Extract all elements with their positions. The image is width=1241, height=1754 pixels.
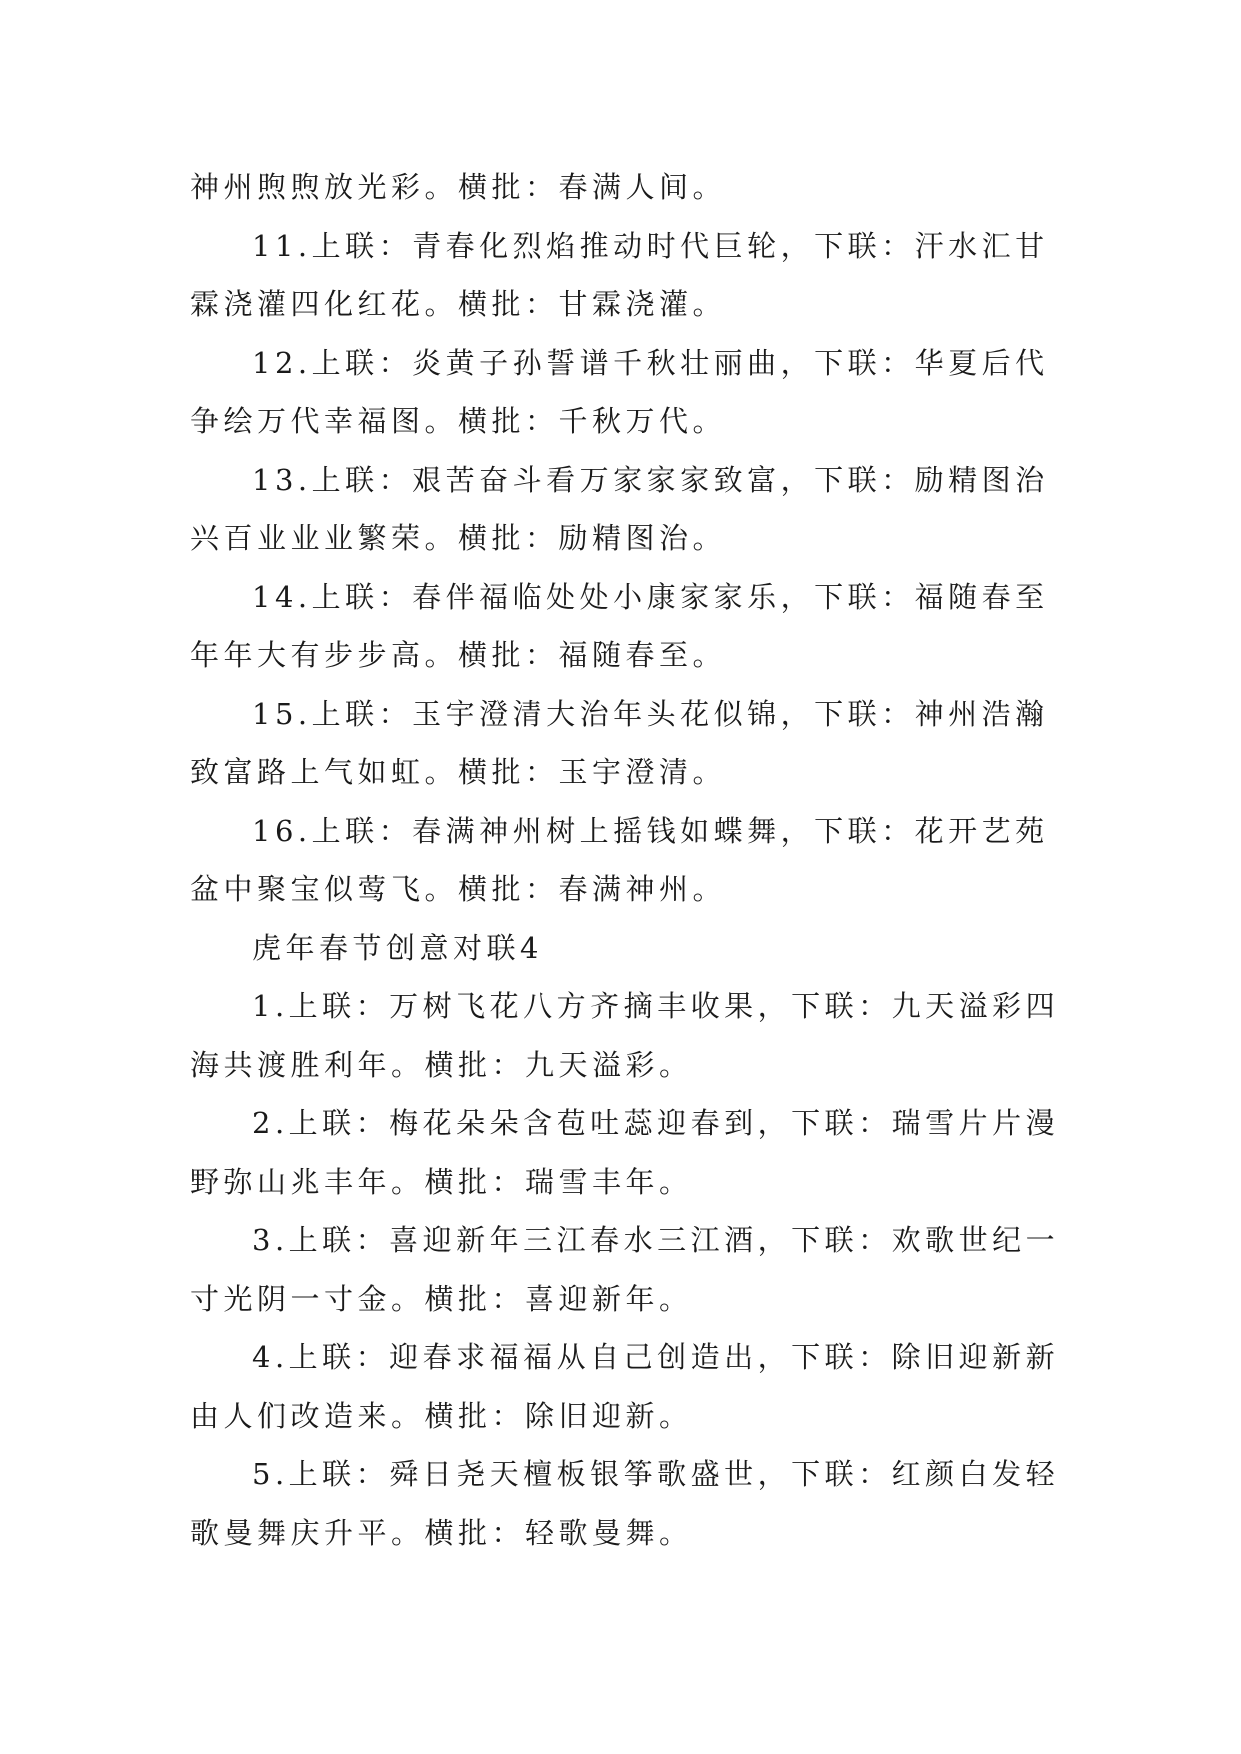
text-line: 争绘万代幸福图。横批：千秋万代。: [190, 404, 727, 438]
section-heading: 虎年春节创意对联4: [252, 930, 543, 965]
text-line: 神州煦煦放光彩。横批：春满人间。: [190, 170, 727, 204]
text-line: 年年大有步步高。横批：福随春至。: [190, 638, 727, 672]
text-line: 14.上联：春伴福临处处小康家家乐，下联：福随春至: [252, 579, 1049, 614]
text-line: 16.上联：春满神州树上摇钱如蝶舞，下联：花开艺苑: [252, 813, 1049, 848]
text-line: 2.上联：梅花朵朵含苞吐蕊迎春到，下联：瑞雪片片漫: [252, 1106, 1060, 1140]
text-line: 海共渡胜利年。横批：九天溢彩。: [190, 1047, 693, 1082]
text-line: 野弥山兆丰年。横批：瑞雪丰年。: [190, 1164, 693, 1199]
text-line: 1.上联：万树飞花八方齐摘丰收果，下联：九天溢彩四: [252, 989, 1060, 1023]
text-line: 寸光阴一寸金。横批：喜迎新年。: [190, 1281, 693, 1316]
text-line: 盆中聚宝似莺飞。横批：春满神州。: [190, 872, 727, 906]
text-line: 由人们改造来。横批：除旧迎新。: [190, 1398, 693, 1433]
text-line: 12.上联：炎黄子孙誓谱千秋壮丽曲，下联：华夏后代: [252, 345, 1049, 380]
document-body: [190, 158, 1060, 1562]
text-line: 兴百业业业繁荣。横批：励精图治。: [190, 521, 727, 555]
text-line: 15.上联：玉宇澄清大治年头花似锦，下联：神州浩瀚: [252, 696, 1049, 731]
text-line: 11.上联：青春化烈焰推动时代巨轮，下联：汗水汇甘: [252, 228, 1049, 263]
text-line: 13.上联：艰苦奋斗看万家家家致富，下联：励精图治: [252, 462, 1049, 497]
text-line: 4.上联：迎春求福福从自己创造出，下联：除旧迎新新: [252, 1340, 1060, 1374]
text-line: 霖浇灌四化红花。横批：甘霖浇灌。: [190, 287, 727, 321]
text-line: 5.上联：舜日尧天檀板银筝歌盛世，下联：红颜白发轻: [252, 1457, 1060, 1491]
text-line: 3.上联：喜迎新年三江春水三江酒，下联：欢歌世纪一: [252, 1223, 1060, 1257]
text-line: 致富路上气如虹。横批：玉宇澄清。: [190, 755, 727, 789]
text-line: 歌曼舞庆升平。横批：轻歌曼舞。: [190, 1515, 693, 1550]
